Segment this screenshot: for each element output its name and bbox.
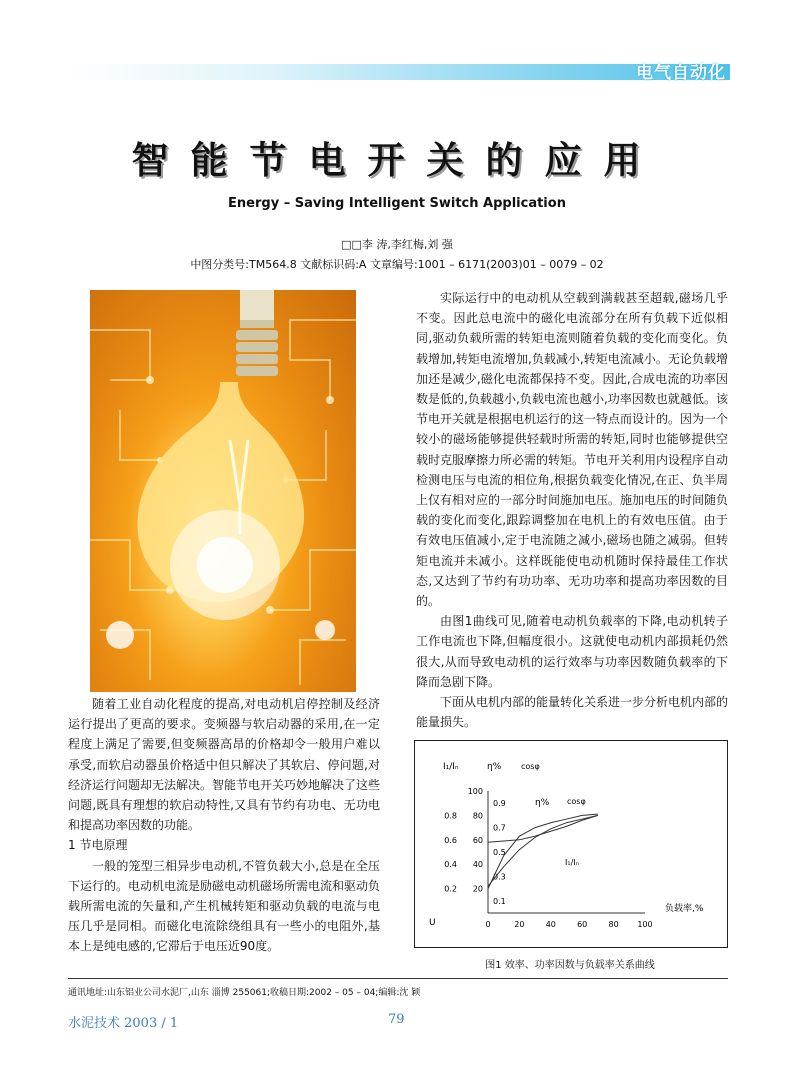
- footnote: 通讯地址:山东铝业公司水泥厂,山东 淄博 255061;收稿日期:2002 – 05 – 04;编辑:沈 颖: [68, 988, 421, 998]
- x-tick-label: 80: [608, 920, 619, 929]
- figure-caption: 图1 效率、功率因数与负载率关系曲线: [485, 960, 655, 971]
- y-tick-label-current: 0.4: [444, 860, 457, 870]
- right-paragraph-2: 由图1曲线可见,随着电动机负载率的下降,电动机转子工作电流也下降,但幅度很小。这就使电动机内部损耗仍然很大,从而导致电动机的运行效率与功率因数随负载率的下降而急剧下降。: [416, 614, 728, 689]
- x-tick-label: 20: [514, 920, 525, 929]
- header-bar: [70, 64, 730, 80]
- article-authors: □□李 涛,李红梅,刘 强: [341, 238, 453, 251]
- article-title: 智能节电开关的应用: [131, 139, 663, 182]
- efficiency-chart: [415, 741, 727, 947]
- y-tick-label-power-factor: 0.3: [493, 872, 506, 882]
- classification-line: 中图分类号:TM564.8 文献标识码:A 文章编号:1001 – 6171(2003)01 – 0079 – 02: [190, 258, 604, 271]
- x-axis-label: 负载率,%: [665, 904, 704, 914]
- y-tick-label-current: 0.6: [444, 835, 457, 845]
- curve-current-label: I₁/Iₙ: [565, 858, 579, 867]
- axis-u-label: U: [429, 918, 436, 928]
- right-paragraph-3: 下面从电机内部的能量转化关系进一步分析电机内部的能量损失。: [416, 695, 729, 730]
- lightbulb-illustration: [90, 290, 356, 692]
- curve-eta-label: η%: [535, 798, 550, 808]
- y-tick-label-power-factor: 0.9: [493, 799, 506, 809]
- y-tick-label-efficiency: 20: [472, 884, 483, 894]
- y-tick-label-efficiency: 60: [472, 835, 483, 845]
- intro-paragraph: 随着工业自动化程度的提高,对电动机启停控制及经济运行提出了更高的要求。变频器与软启动器的采用,在一定程度上满足了需要,但变频器高昂的价格却令一般用户难以承受,而软启动器虽价格适中但只解决了其软启、停问题,对经济运行问题却无法解决。智能节电开关巧妙地解决了这些问题,既具有理想的软启动特性,又具有节约有功电、无功电和提高功率因数的功能。: [68, 697, 381, 833]
- x-tick-label: 40: [545, 920, 556, 929]
- y-tick-label-efficiency: 100: [467, 787, 483, 796]
- y-tick-label-power-factor: 0.1: [493, 896, 506, 906]
- header-cos-label: cosφ: [521, 762, 540, 771]
- y-tick-label-current: 0.8: [444, 811, 457, 821]
- right-paragraph-1: 实际运行中的电动机从空载到满载甚至超载,磁场几乎不变。因此总电流中的磁化电流部分在所有负载下近似相同,驱动负载所需的转矩电流则随着负载的变化而变化。负载增加,转矩电流增加,负载减小,转矩电流减小。无论负载增加还是减少,磁化电流都保持不变。因此,合成电流的功率因数是低的,负载越小,负载电流也越小,功率因数也就越低。该节电开关就是根据电机运行的这一特点而设计的。因为一个较小的磁场能够提供轻载时所需的转矩,同时也能够提供空载时克服摩擦力所必需的转矩。节电开关利用内设程序自动检测电压与电流的相位角,根据负载变化情况,在正、负半周上仅有相对应的一部分时间施加电压。施加电压的时间随负载的变化而变化,跟踪调整加在电机上的有效电压值。由于有效电压值减小,定于电流随之减小,磁场也随之减弱。但转矩电流并未减小。这样既能使电动机随时保持最佳工作状态,又达到了节约有功功率、无功功率和提高功率因数的目的。: [416, 291, 729, 609]
- footer-rule: [68, 978, 728, 979]
- section-label: 电气自动化: [636, 63, 726, 83]
- principle-paragraph: 一般的笼型三相异步电动机,不管负载大小,总是在全压下运行的。电动机电流是励磁电动机磁场所需电流和驱动负载所需电流的矢量和,产生机械转矩和驱动负载的电流与电压几乎是同相。而磁化电流除绕组具有一些小的电阻外,基本上是纯电感的,它滞后于电压近90度。: [68, 858, 381, 954]
- y-tick-label-power-factor: 0.5: [493, 848, 506, 857]
- header-eta-label: η%: [487, 762, 502, 772]
- right-column: [416, 288, 728, 732]
- section-heading: 1 节电原理: [68, 838, 128, 853]
- x-tick-label: 0: [485, 920, 491, 929]
- y-tick-label-efficiency: 80: [472, 811, 483, 821]
- header-current-label: I₁/Iₙ: [443, 762, 459, 772]
- figure-1: [414, 740, 728, 948]
- x-tick-label: 100: [637, 920, 653, 929]
- y-tick-label-current: 0.2: [444, 884, 457, 894]
- page-number: 79: [388, 1012, 405, 1027]
- curve-cos-label: cosφ: [567, 797, 586, 806]
- y-tick-label-efficiency: 40: [472, 860, 483, 870]
- left-column: [68, 694, 380, 957]
- article-subtitle: Energy – Saving Intelligent Switch Application: [228, 196, 566, 211]
- x-tick-label: 60: [577, 920, 588, 929]
- y-tick-label-power-factor: 0.7: [493, 823, 506, 833]
- journal-name: 水泥技术 2003 / 1: [68, 1016, 179, 1031]
- lightbulb-graphic: [90, 290, 356, 692]
